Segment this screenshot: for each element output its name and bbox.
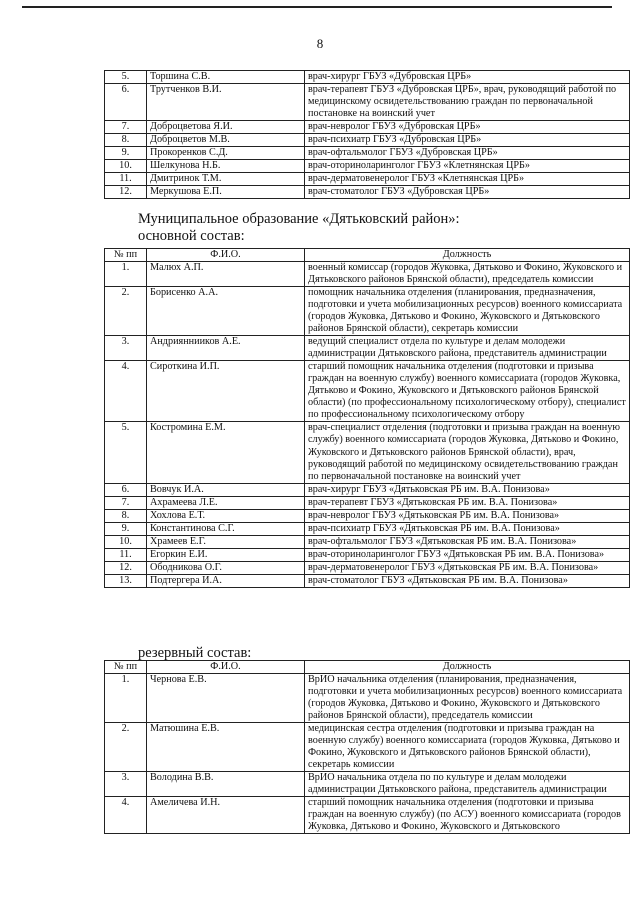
cell-full-name: Подтергера И.А. bbox=[147, 574, 305, 587]
main-composition-heading: основной состав: bbox=[138, 228, 245, 244]
cell-position: врач-невролог ГБУЗ «Дубровская ЦРБ» bbox=[305, 121, 630, 134]
cell-full-name: Меркушова Е.П. bbox=[147, 186, 305, 199]
cell-number: 9. bbox=[105, 522, 147, 535]
reserve-composition-table bbox=[104, 660, 630, 834]
cell-number: 10. bbox=[105, 160, 147, 173]
cell-number: 8. bbox=[105, 134, 147, 147]
table-row bbox=[105, 522, 630, 535]
cell-position: ведущий специалист отдела по культуре и делам молодежи администрации Дятьковского района, представитель администрации bbox=[305, 336, 630, 361]
table-row bbox=[105, 262, 630, 287]
cell-number: 11. bbox=[105, 548, 147, 561]
table-row bbox=[105, 509, 630, 522]
table-row bbox=[105, 483, 630, 496]
table-row bbox=[105, 361, 630, 422]
table-header-row bbox=[105, 661, 630, 674]
cell-number: 2. bbox=[105, 723, 147, 772]
cell-number: 3. bbox=[105, 336, 147, 361]
cell-full-name: Чернова Е.В. bbox=[147, 674, 305, 723]
table-row bbox=[105, 561, 630, 574]
cell-full-name: Ободникова О.Г. bbox=[147, 561, 305, 574]
cell-full-name: Вовчук И.А. bbox=[147, 483, 305, 496]
cell-full-name: Храмеев Е.Г. bbox=[147, 535, 305, 548]
cell-full-name: Володина В.В. bbox=[147, 772, 305, 797]
column-header-position: Должность bbox=[305, 249, 630, 262]
column-header-number: № пп bbox=[105, 249, 147, 262]
cell-position: ВрИО начальника отдела по по культуре и делам молодежи администрации Дятьковского района, представитель администрации bbox=[305, 772, 630, 797]
cell-position: врач-невролог ГБУЗ «Дятьковская РБ им. В.А. Понизова» bbox=[305, 509, 630, 522]
cell-full-name: Прокоренков С.Д. bbox=[147, 147, 305, 160]
cell-position: врач-хирург ГБУЗ «Дубровская ЦРБ» bbox=[305, 71, 630, 84]
cell-number: 12. bbox=[105, 561, 147, 574]
cell-full-name: Доброцветова Я.И. bbox=[147, 121, 305, 134]
table-row bbox=[105, 71, 630, 84]
cell-full-name: Торшина С.В. bbox=[147, 71, 305, 84]
table-row bbox=[105, 574, 630, 587]
cell-position: врач-офтальмолог ГБУЗ «Дятьковская РБ им. В.А. Понизова» bbox=[305, 535, 630, 548]
cell-full-name: Егоркин Е.И. bbox=[147, 548, 305, 561]
cell-number: 5. bbox=[105, 71, 147, 84]
column-header-name: Ф.И.О. bbox=[147, 661, 305, 674]
cell-position: врач-дерматовенеролог ГБУЗ «Дятьковская РБ им. В.А. Понизова» bbox=[305, 561, 630, 574]
cell-number: 7. bbox=[105, 121, 147, 134]
cell-position: врач-специалист отделения (подготовки и призыва граждан на военную службу) военного комиссариата (городов Жуковка, Дятьково и Фокино, Жуковского и Дятьковского районов Брянской области), врач, руководящий работой по медицинскому освидетельствованию граждан по первоначальной постановке на воинский учет bbox=[305, 422, 630, 483]
cell-position: врач-оториноларинголог ГБУЗ «Дятьковская РБ им. В.А. Понизова» bbox=[305, 548, 630, 561]
cell-full-name: Борисенко А.А. bbox=[147, 287, 305, 336]
cell-number: 1. bbox=[105, 262, 147, 287]
cell-full-name: Андрияннииков А.Е. bbox=[147, 336, 305, 361]
cell-position: военный комиссар (городов Жуковка, Дятьково и Фокино, Жуковского и Дятьковского районов Брянской области), председатель комиссии bbox=[305, 262, 630, 287]
cell-full-name: Дмитринок Т.М. bbox=[147, 173, 305, 186]
cell-position: помощник начальника отделения (планирования, предназначения, подготовки и учета мобилизационных ресурсов) военного комиссариата (городов Жуковка, Дятьково и Фокино, Жуковского и Дятьковского районов Брянской области), секретарь комиссии bbox=[305, 287, 630, 336]
cell-number: 4. bbox=[105, 361, 147, 422]
municipality-heading: Муниципальное образование «Дятьковский район»: bbox=[138, 211, 460, 227]
table-row bbox=[105, 287, 630, 336]
cell-position: врач-офтальмолог ГБУЗ «Дубровская ЦРБ» bbox=[305, 147, 630, 160]
cell-position: врач-психиатр ГБУЗ «Дубровская ЦРБ» bbox=[305, 134, 630, 147]
table-row bbox=[105, 496, 630, 509]
table-row bbox=[105, 723, 630, 772]
cell-position: врач-стоматолог ГБУЗ «Дубровская ЦРБ» bbox=[305, 186, 630, 199]
commission-table-previous bbox=[104, 70, 630, 199]
table-row bbox=[105, 173, 630, 186]
cell-full-name: Константинова С.Г. bbox=[147, 522, 305, 535]
table-row bbox=[105, 160, 630, 173]
cell-number: 1. bbox=[105, 674, 147, 723]
cell-position: врач-хирург ГБУЗ «Дятьковская РБ им. В.А. Понизова» bbox=[305, 483, 630, 496]
cell-position: медицинская сестра отделения (подготовки и призыва граждан на военную службу) военного комиссариата (городов Жуковка, Дятьково и Фокино, Жуковского и Дятьковского районов Брянской области), секретарь комиссии bbox=[305, 723, 630, 772]
cell-full-name: Малюх А.П. bbox=[147, 262, 305, 287]
cell-full-name: Костромина Е.М. bbox=[147, 422, 305, 483]
cell-full-name: Амеличева И.Н. bbox=[147, 797, 305, 834]
table-row bbox=[105, 121, 630, 134]
cell-full-name: Матюшина Е.В. bbox=[147, 723, 305, 772]
cell-full-name: Доброцветов М.В. bbox=[147, 134, 305, 147]
table-row bbox=[105, 336, 630, 361]
cell-number: 6. bbox=[105, 84, 147, 121]
table-row bbox=[105, 186, 630, 199]
cell-position: врач-психиатр ГБУЗ «Дятьковская РБ им. В.А. Понизова» bbox=[305, 522, 630, 535]
cell-position: врач-оториноларинголог ГБУЗ «Клетнянская ЦРБ» bbox=[305, 160, 630, 173]
cell-number: 7. bbox=[105, 496, 147, 509]
cell-position: врач-стоматолог ГБУЗ «Дятьковская РБ им. В.А. Понизова» bbox=[305, 574, 630, 587]
column-header-name: Ф.И.О. bbox=[147, 249, 305, 262]
table-row bbox=[105, 548, 630, 561]
cell-number: 9. bbox=[105, 147, 147, 160]
table-header-row bbox=[105, 249, 630, 262]
table-row bbox=[105, 535, 630, 548]
cell-number: 10. bbox=[105, 535, 147, 548]
cell-full-name: Шелкунова Н.Б. bbox=[147, 160, 305, 173]
cell-position: врач-терапевт ГБУЗ «Дятьковская РБ им. В.А. Понизова» bbox=[305, 496, 630, 509]
page-bottom-margin bbox=[0, 842, 640, 905]
cell-full-name: Ахрамеева Л.Е. bbox=[147, 496, 305, 509]
table-row bbox=[105, 84, 630, 121]
cell-number: 4. bbox=[105, 797, 147, 834]
table-row bbox=[105, 674, 630, 723]
cell-full-name: Трутченков В.И. bbox=[147, 84, 305, 121]
page-number: 8 bbox=[316, 36, 324, 51]
table-row bbox=[105, 134, 630, 147]
cell-number: 12. bbox=[105, 186, 147, 199]
cell-number: 11. bbox=[105, 173, 147, 186]
cell-number: 8. bbox=[105, 509, 147, 522]
cell-number: 5. bbox=[105, 422, 147, 483]
column-header-number: № пп bbox=[105, 661, 147, 674]
cell-number: 6. bbox=[105, 483, 147, 496]
cell-full-name: Сироткина И.П. bbox=[147, 361, 305, 422]
cell-position: старший помощник начальника отделения (подготовки и призыва граждан на военную службу) (по АСУ) военного комиссариата (городов Жуковка, Дятьково и Фокино, Жуковского и Дятьковского bbox=[305, 797, 630, 834]
cell-position: врач-терапевт ГБУЗ «Дубровская ЦРБ», врач, руководящий работой по медицинскому освидетельствованию граждан по первоначальной постановке на воинский учет bbox=[305, 84, 630, 121]
cell-position: ВрИО начальника отделения (планирования, предназначения, подготовки и учета мобилизационных ресурсов) военного комиссариата (городов Жуковка, Дятьково и Фокино, Жуковского и Дятьковского районов Брянской области), председатель комиссии bbox=[305, 674, 630, 723]
page-top-rule bbox=[22, 6, 612, 8]
cell-position: врач-дерматовенеролог ГБУЗ «Клетнянская ЦРБ» bbox=[305, 173, 630, 186]
main-composition-table bbox=[104, 248, 630, 588]
cell-number: 3. bbox=[105, 772, 147, 797]
table-row bbox=[105, 422, 630, 483]
cell-full-name: Хохлова Е.Т. bbox=[147, 509, 305, 522]
cell-number: 13. bbox=[105, 574, 147, 587]
reserve-composition-heading: резервный состав: bbox=[138, 645, 252, 661]
column-header-position: Должность bbox=[305, 661, 630, 674]
table-row bbox=[105, 772, 630, 797]
table-row bbox=[105, 797, 630, 834]
table-row bbox=[105, 147, 630, 160]
cell-number: 2. bbox=[105, 287, 147, 336]
cell-position: старший помощник начальника отделения (подготовки и призыва граждан на военную службу) военного комиссариата (городов Жуковка, Дятьково и Фокино, Жуковского и Дятьковского районов Брянской области) (по профессиональному психологическому отбору), специалист по профессиональному психологическому отбору bbox=[305, 361, 630, 422]
